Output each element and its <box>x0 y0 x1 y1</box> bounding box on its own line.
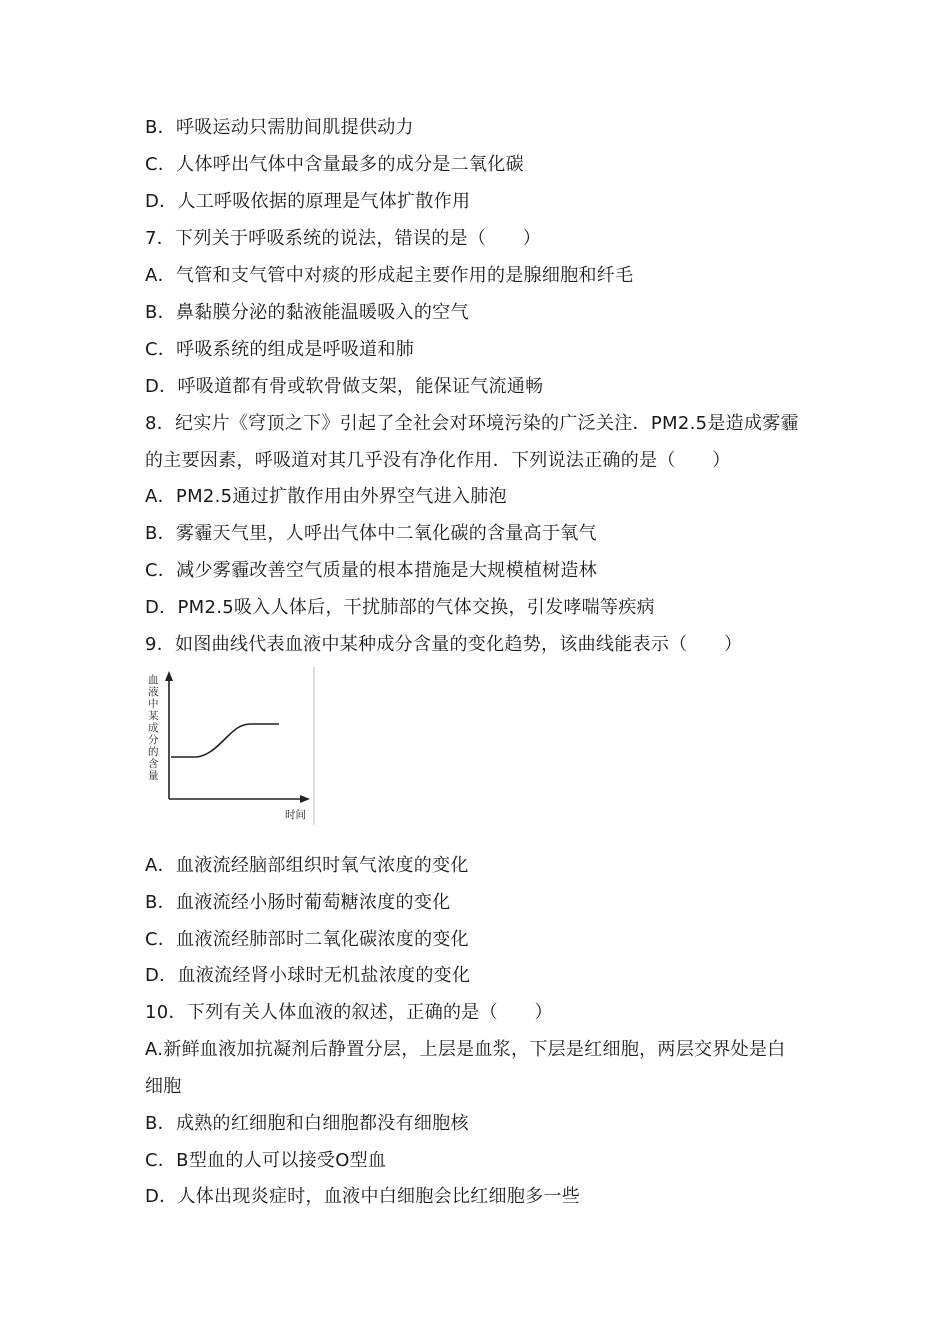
q6-option-b: B．呼吸运动只需肋间肌提供动力 <box>145 117 414 138</box>
q9-option-b: B．血液流经小肠时葡萄糖浓度的变化 <box>145 892 451 913</box>
q8-stem-line-1: 8．纪实片《穹顶之下》引起了全社会对环境污染的广泛关注．PM2.5是造成雾霾 <box>145 413 799 434</box>
y-axis-arrow-icon <box>165 671 173 681</box>
q7-option-d: D．呼吸道都有骨或软骨做支架，能保证气流通畅 <box>145 376 544 397</box>
q10-option-a-line-1: A.新鲜血液加抗凝剂后静置分层，上层是血浆，下层是红细胞，两层交界处是白 <box>145 1039 786 1060</box>
q8-option-b: B．雾霾天气里，人呼出气体中二氧化碳的含量高于氧气 <box>145 523 597 544</box>
y-label-char-4: 某 <box>148 710 159 722</box>
q8-option-a: A．PM2.5通过扩散作用由外界空气进入肺泡 <box>145 486 507 507</box>
q7-option-a: A．气管和支气管中对痰的形成起主要作用的是腺细胞和纤毛 <box>145 265 634 286</box>
q9-option-a: A．血液流经脑部组织时氧气浓度的变化 <box>145 855 469 876</box>
q6-option-d: D．人工呼吸依据的原理是气体扩散作用 <box>145 191 471 212</box>
q7-stem: 7．下列关于呼吸系统的说法，错误的是（ ） <box>145 228 542 249</box>
x-axis-arrow-icon <box>300 795 310 803</box>
x-axis-label: 时间 <box>285 809 306 821</box>
q9-stem: 9．如图曲线代表血液中某种成分含量的变化趋势，该曲线能表示（ ） <box>145 634 743 655</box>
q10-option-a-line-2: 细胞 <box>145 1076 182 1097</box>
q10-option-d: D．人体出现炎症时，血液中白细胞会比红细胞多一些 <box>145 1186 581 1207</box>
q7-option-c: C．呼吸系统的组成是呼吸道和肺 <box>145 339 415 360</box>
q8-stem-line-2: 的主要因素，呼吸道对其几乎没有净化作用．下列说法正确的是（ ） <box>145 450 731 471</box>
y-label-char-7: 的 <box>148 746 159 758</box>
y-label-char-6: 分 <box>148 734 159 746</box>
q9-curve-graph <box>145 667 315 825</box>
q9-curve-figure <box>145 667 315 825</box>
y-label-char-3: 中 <box>148 698 159 710</box>
q8-option-d: D．PM2.5吸入人体后，干扰肺部的气体交换，引发哮喘等疾病 <box>145 597 655 618</box>
y-label-char-9: 量 <box>148 770 159 782</box>
q9-option-c: C．血液流经肺部时二氧化碳浓度的变化 <box>145 929 469 950</box>
content-curve <box>171 724 279 757</box>
y-label-char-1: 血 <box>148 674 159 686</box>
q10-option-c: C．B型血的人可以接受O型血 <box>145 1150 387 1171</box>
q6-option-c: C．人体呼出气体中含量最多的成分是二氧化碳 <box>145 154 524 175</box>
y-label-char-2: 液 <box>148 686 159 698</box>
y-label-char-8: 含 <box>148 758 159 770</box>
q9-option-d: D．血液流经肾小球时无机盐浓度的变化 <box>145 965 471 986</box>
q10-option-b: B．成熟的红细胞和白细胞都没有细胞核 <box>145 1113 469 1134</box>
y-label-char-5: 成 <box>148 722 159 734</box>
q7-option-b: B．鼻黏膜分泌的黏液能温暖吸入的空气 <box>145 302 469 323</box>
q8-option-c: C．减少雾霾改善空气质量的根本措施是大规模植树造林 <box>145 560 598 581</box>
q10-stem: 10．下列有关人体血液的叙述，正确的是（ ） <box>145 1002 553 1023</box>
